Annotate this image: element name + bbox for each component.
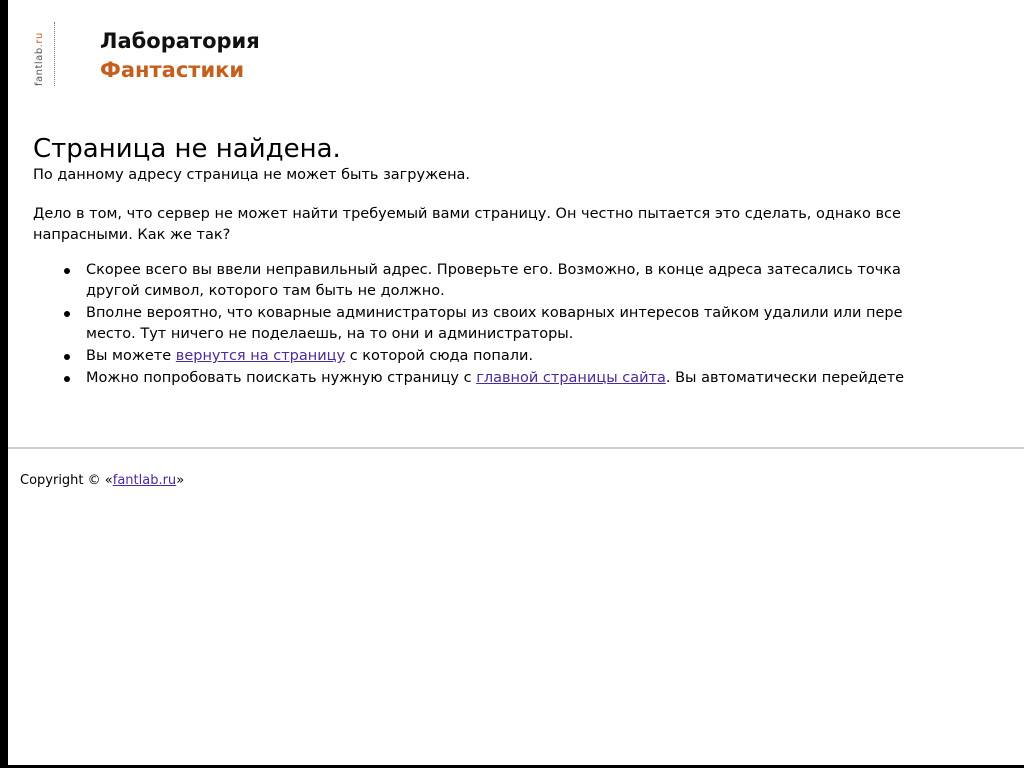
footer-divider — [8, 447, 1024, 449]
reason-2-line1: Вполне вероятно, что коварные администраторы из своих коварных интересов тайком удалили или пере — [86, 305, 903, 321]
logo-vertical[interactable] — [32, 22, 55, 86]
explanation-paragraph — [33, 204, 1024, 246]
page-subtitle: По данному адресу страница не может быть загружена. — [33, 167, 471, 183]
logo-title-line1: Лаборатория — [100, 29, 260, 53]
reason-3-before: Вы можете — [86, 348, 176, 364]
reasons-list — [33, 260, 1024, 389]
list-item — [86, 260, 1024, 302]
site-logo-title[interactable] — [100, 27, 260, 85]
error-content — [33, 133, 1024, 390]
reason-3-after: с которой сюда попали. — [345, 348, 534, 364]
go-back-link[interactable]: вернутся на страницу — [175, 348, 346, 364]
list-item — [86, 346, 1024, 367]
explanation-line2: напрасными. Как же так? — [33, 227, 231, 243]
reason-2-line2: место. Тут ничего не поделаешь, на то они и администраторы. — [86, 326, 574, 342]
list-item — [86, 368, 1024, 389]
logo-title-line2: Фантастики — [100, 58, 245, 82]
logo-vertical-text — [34, 32, 45, 86]
reason-1-line1: Скорее всего вы ввели неправильный адрес. Проверьте его. Возможно, в конце адреса затесались точка — [86, 262, 901, 278]
reason-1-line2: другой символ, которого там быть не должно. — [86, 283, 445, 299]
list-item — [86, 303, 1024, 345]
reason-4-after: . Вы автоматически перейдете — [665, 370, 905, 386]
copyright-prefix: Copyright © « — [20, 473, 113, 488]
home-page-link[interactable]: главной страницы сайта — [476, 370, 666, 386]
reason-4-before: Можно попробовать поискать нужную страницу с — [86, 370, 477, 386]
copyright-suffix: » — [176, 473, 185, 488]
explanation-line1: Дело в том, что сервер не может найти требуемый вами страницу. Он честно пытается это сделать, однако все — [33, 206, 901, 222]
footer-site-link[interactable]: fantlab.ru — [112, 473, 177, 488]
logo-side-tld: .ru — [34, 32, 45, 48]
footer-copyright — [20, 472, 184, 490]
logo-side-name: fantlab — [34, 47, 45, 86]
page-title: Страница не найдена. — [33, 134, 341, 164]
